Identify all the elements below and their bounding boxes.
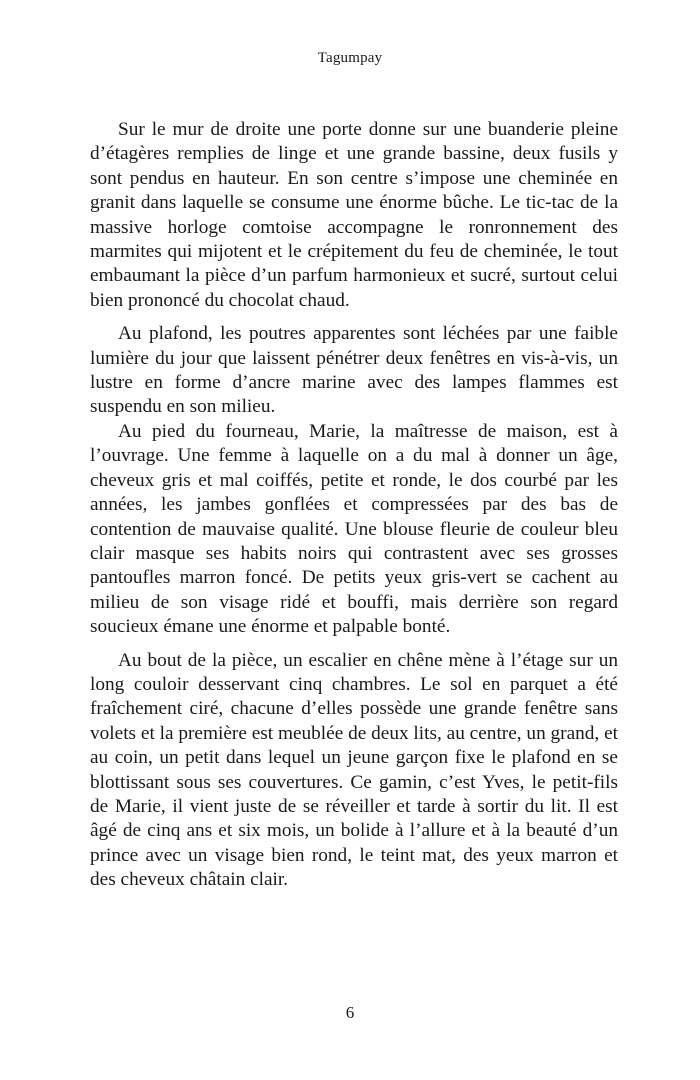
- paragraph: Au plafond, les poutres apparentes sont léchées par une faible lumière du jour que laissent pénétrer deux fenêtres en vis-à-vis, un lustre en forme d’ancre marine avec des lampes flammes est suspendu en son milieu.: [90, 323, 618, 418]
- running-header: Tagumpay: [317, 50, 383, 66]
- page-body: [90, 118, 618, 893]
- paragraph: Au bout de la pièce, un escalier en chêne mène à l’étage sur un long couloir desservant cinq chambres. Le sol en parquet a été fraîchement ciré, chacune d’elles possède une grande fenêtre sans volets et la première est meublée de deux lits, au centre, un grand, et au coin, un petit dans lequel un jeune garçon fixe le plafond en se blottissant sous ses couvertures. Ce gamin, c’est Yves, le petit-fils de Marie, il vient juste de se réveiller et tarde à sortir du lit. Il est âgé de cinq ans et six mois, un bolide à l’allure et à la beauté d’un prince avec un visage bien rond, le teint mat, des yeux marron et des cheveux châtain clair.: [90, 649, 618, 891]
- paragraph: Sur le mur de droite une porte donne sur une buanderie pleine d’étagères remplies de linge et une grande bassine, deux fusils y sont pendus en hauteur. En son centre s’impose une cheminée en granit dans laquelle se consume une énorme bûche. Le tic-tac de la massive horloge comtoise accompagne le ronronnement des marmites qui mijotent et le crépitement du feu de cheminée, le tout embaumant la pièce d’un parfum harmonieux et sucré, surtout celui bien prononcé du chocolat chaud.: [90, 119, 618, 311]
- page-number: 6: [345, 1003, 355, 1022]
- paragraph: Au pied du fourneau, Marie, la maîtresse de maison, est à l’ouvrage. Une femme à laquelle on a du mal à donner un âge, cheveux gris et mal coiffés, petite et ronde, le dos courbé par les années, les jambes gonflées et compressées par des bas de contention de mauvaise qualité. Une blouse fleurie de couleur bleu clair masque ses habits noirs qui contrastent avec ses grosses pantoufles marron foncé. De petits yeux gris-vert se cachent au milieu de son visage ridé et bouffi, mais derrière son regard soucieux émane une énorme et palpable bonté.: [90, 420, 618, 638]
